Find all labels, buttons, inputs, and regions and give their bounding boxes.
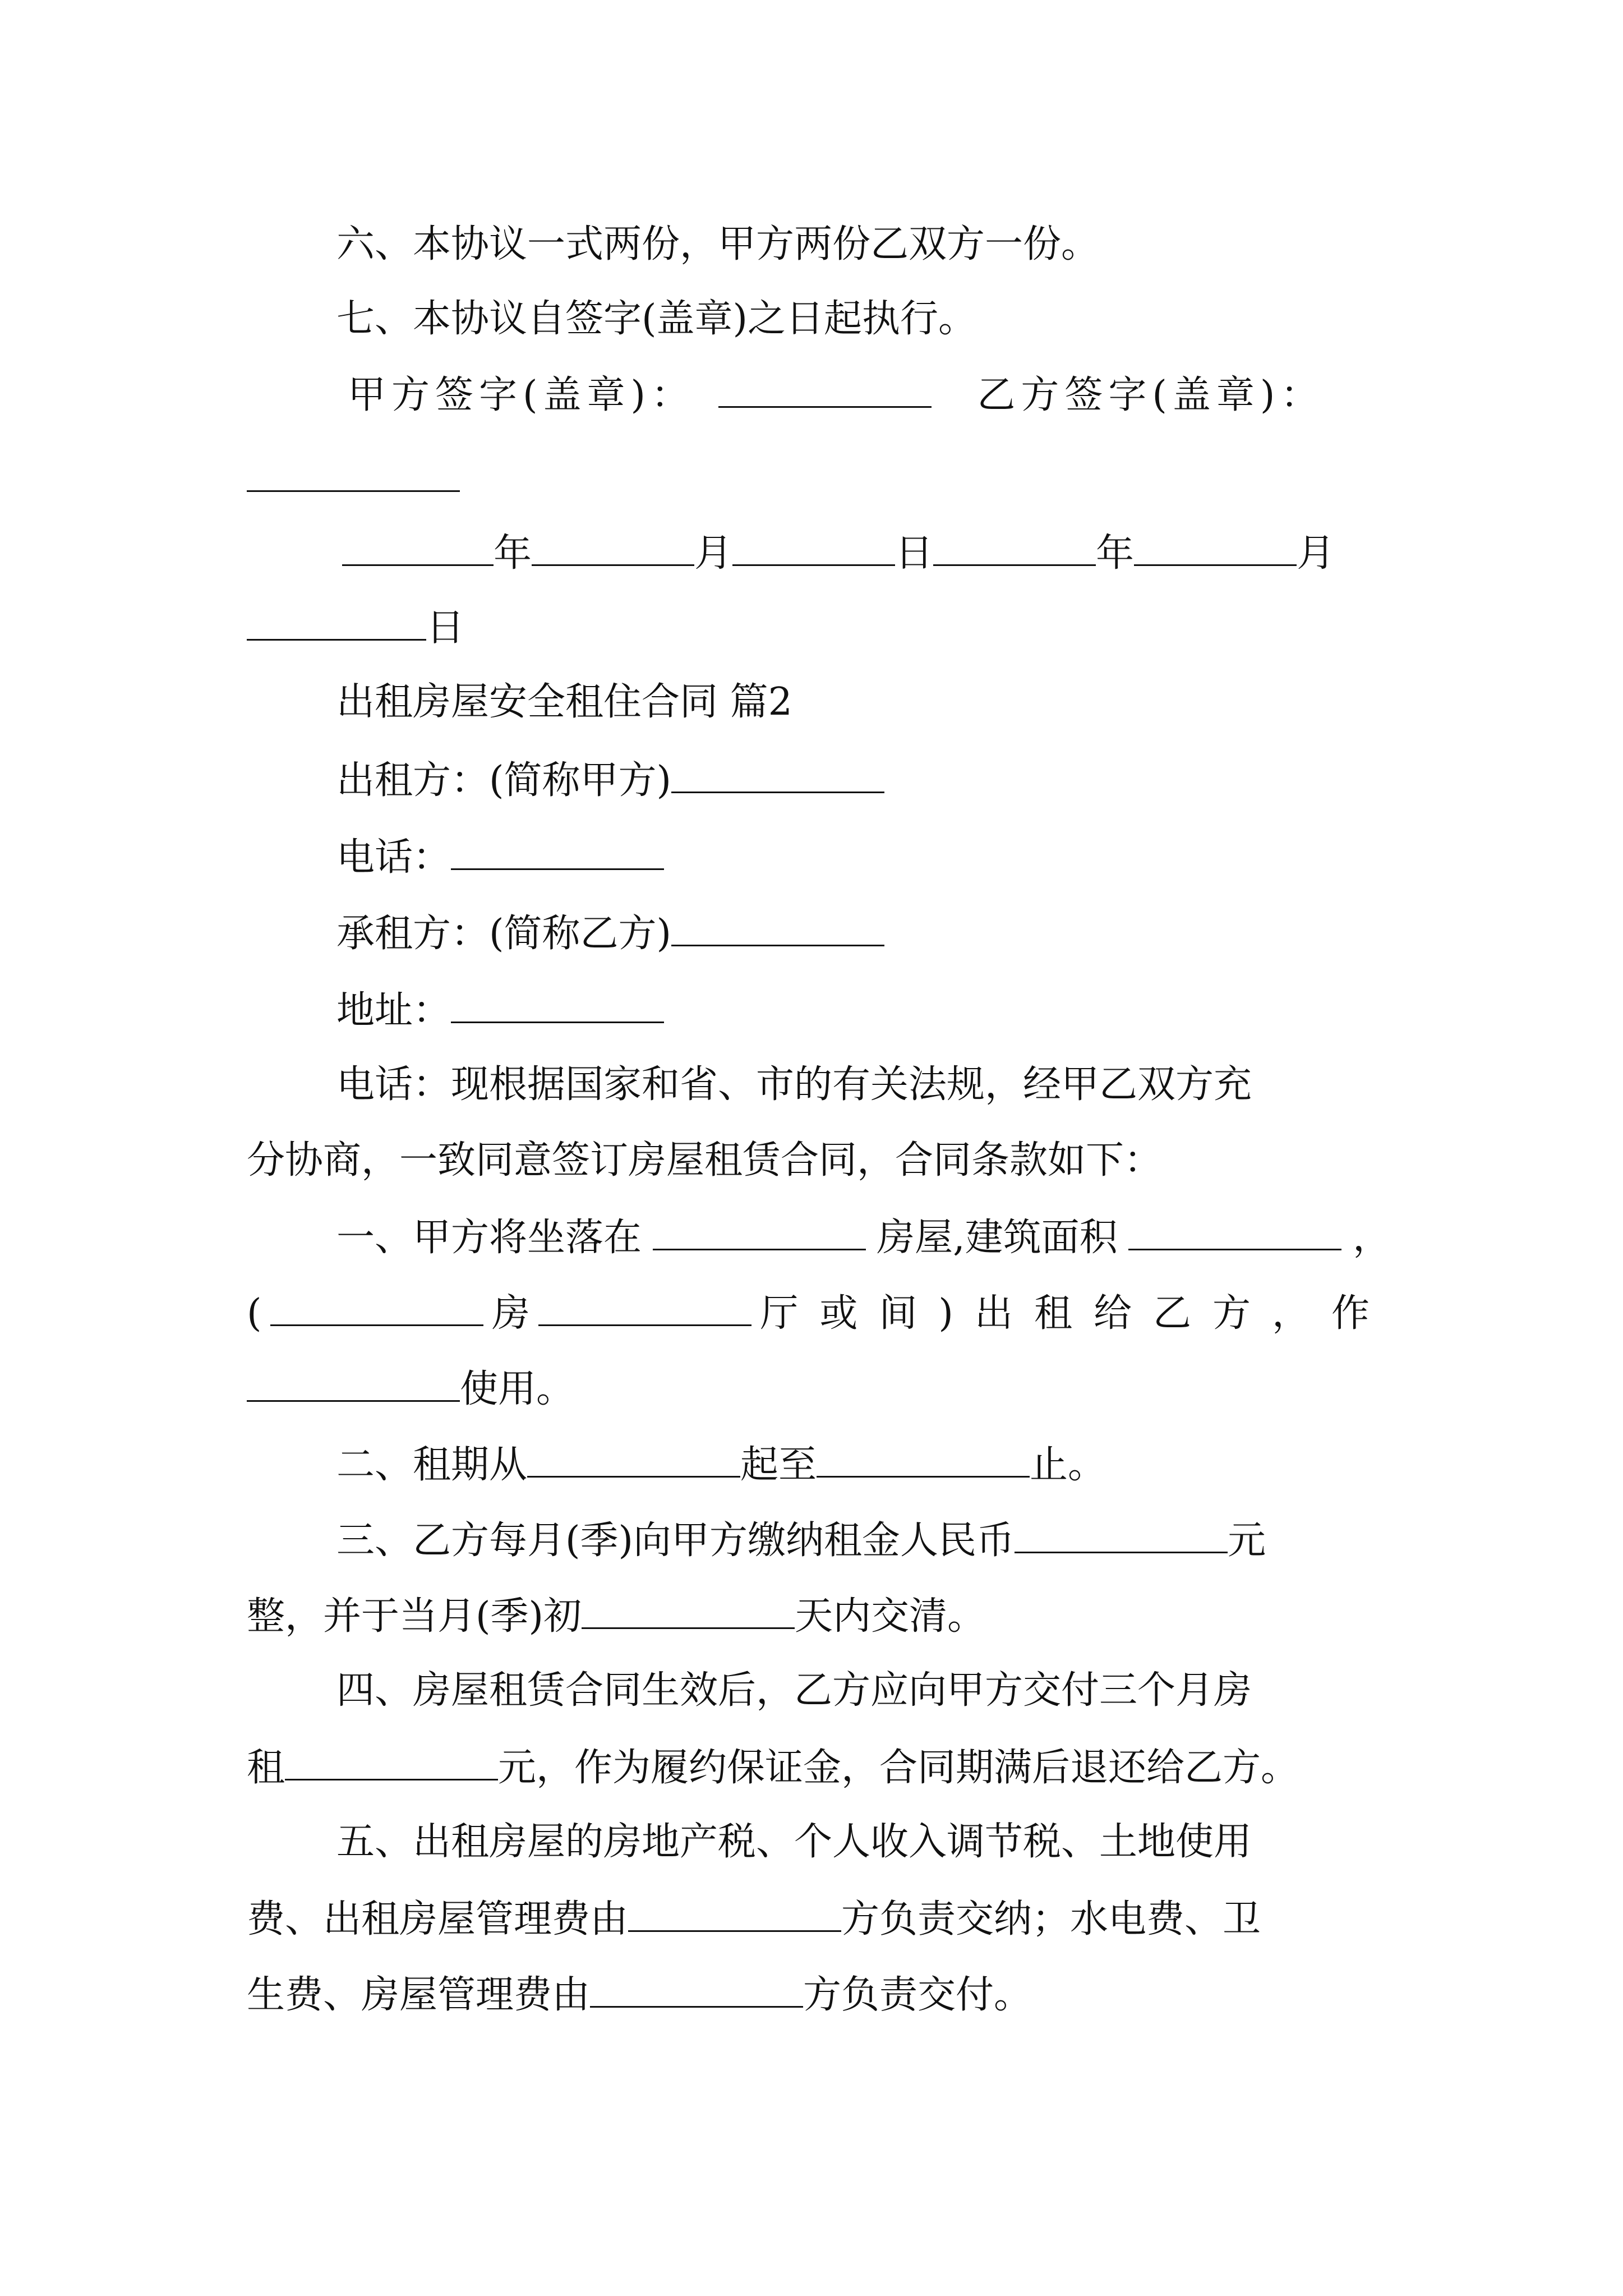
date-line: 年 月 日 年 月 xyxy=(342,533,1335,573)
clause-five-line-2: 费、出租房屋管理费由 方负责交纳；水电费、卫 xyxy=(247,1897,1261,1941)
date-a-day-blank[interactable] xyxy=(732,533,895,566)
intro-line-1: 电话：现根据国家和省、市的有关法规，经甲乙双方充 xyxy=(336,1062,1252,1107)
clause-one-line-2: ( 房 厅或间)出租给乙方，作 xyxy=(247,1291,1391,1336)
halls-blank[interactable] xyxy=(538,1293,751,1326)
lessor-blank[interactable] xyxy=(671,760,884,793)
rent-amount-blank[interactable] xyxy=(1015,1520,1228,1553)
utility-party-blank[interactable] xyxy=(590,1975,803,2008)
clause-seven: 七、本协议自签字(盖章)之日起执行。 xyxy=(336,297,977,341)
clause-two: 二、租期从 起至 止。 xyxy=(336,1443,1106,1487)
location-blank[interactable] xyxy=(653,1217,866,1250)
party-b-signature-label: 乙方签字(盖章)： xyxy=(977,373,1325,417)
party-a-signature-label: 甲方签字(盖章)： xyxy=(348,373,695,417)
area-blank[interactable] xyxy=(1128,1217,1341,1250)
party-b-signature-blank-row xyxy=(247,459,460,499)
phone-blank[interactable] xyxy=(451,837,664,870)
term-start-blank[interactable] xyxy=(527,1444,740,1478)
rooms-blank[interactable] xyxy=(270,1293,483,1326)
deposit-blank[interactable] xyxy=(285,1747,498,1780)
clause-six: 六、本协议一式两份，甲方两份乙双方一份。 xyxy=(336,222,1100,266)
phone-line: 电话： xyxy=(336,837,664,877)
usage-blank[interactable] xyxy=(247,1369,460,1402)
clause-four-line-2: 租 元，作为履约保证金，合同期满后退还给乙方。 xyxy=(247,1746,1299,1790)
clause-four-line-1: 四、房屋租赁合同生效后，乙方应向甲方交付三个月房 xyxy=(336,1668,1252,1713)
lessee-blank[interactable] xyxy=(671,913,884,946)
date-a-year-blank[interactable] xyxy=(342,533,494,566)
date-b-year-blank[interactable] xyxy=(933,533,1096,566)
signature-line xyxy=(348,375,1324,415)
address-line: 地址： xyxy=(336,990,664,1030)
clause-five-line-3: 生费、房屋管理费由 方负责交付。 xyxy=(247,1973,1032,2017)
clause-three-line-1: 三、乙方每月(季)向甲方缴纳租金人民币 元 xyxy=(336,1519,1266,1563)
term-end-blank[interactable] xyxy=(817,1444,1030,1478)
tax-party-blank[interactable] xyxy=(628,1899,841,1932)
address-blank[interactable] xyxy=(451,990,664,1023)
lessor-line: 出租方：(简称甲方) xyxy=(336,760,884,800)
date-a-month-blank[interactable] xyxy=(532,533,694,566)
party-a-signature-blank[interactable] xyxy=(718,375,932,408)
clause-five-line-1: 五、出租房屋的房地产税、个人收入调节税、土地使用 xyxy=(336,1820,1252,1864)
date-b-month-blank[interactable] xyxy=(1134,533,1297,566)
date-b-day-blank[interactable] xyxy=(247,608,426,641)
intro-line-2: 分协商，一致同意签订房屋租赁合同，合同条款如下： xyxy=(247,1138,1163,1182)
contract-title: 出租房屋安全租住合同 篇2 xyxy=(336,680,792,724)
party-b-signature-blank[interactable] xyxy=(247,459,460,492)
lessee-line: 承租方：(简称乙方) xyxy=(336,913,884,953)
clause-one-line-3: 使用。 xyxy=(247,1369,574,1409)
clause-three-line-2: 整，并于当月(季)初 天内交清。 xyxy=(247,1594,986,1639)
payment-days-blank[interactable] xyxy=(582,1596,795,1629)
clause-one-line-1: 一、甲方将坐落在 房屋,建筑面积 ， xyxy=(336,1216,1391,1260)
date-line-2: 日 xyxy=(247,608,464,647)
